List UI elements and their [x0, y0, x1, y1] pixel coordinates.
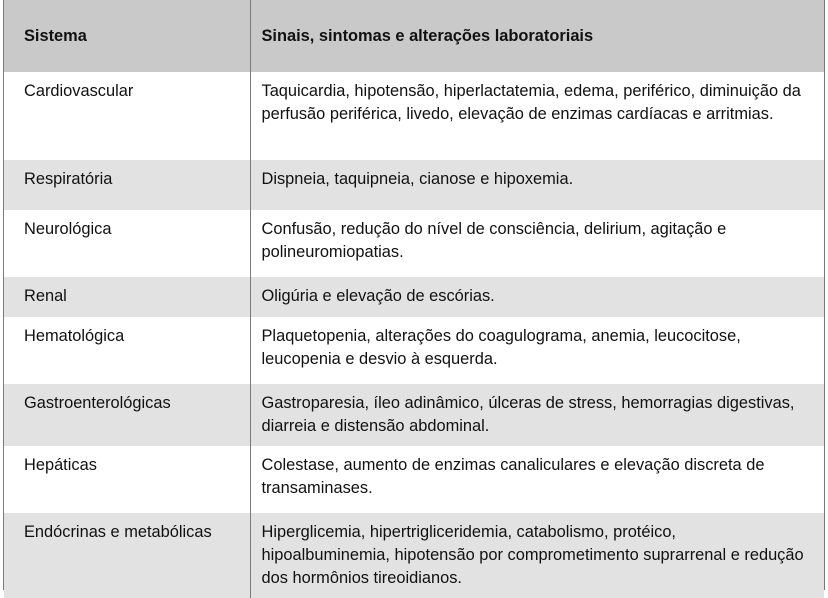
table-row	[4, 446, 824, 513]
system-cell: Endócrinas e metabólicas	[24, 523, 212, 541]
sepsis-signs-table	[4, 0, 824, 598]
table-row	[4, 277, 824, 317]
system-cell: Cardiovascular	[24, 82, 134, 100]
signs-cell: Confusão, redução do nível de consciência, delirium, agitação e polineuromiopatias.	[250, 210, 824, 277]
system-cell: Renal	[24, 287, 67, 305]
system-cell: Respiratória	[24, 170, 113, 188]
header-signs: Sinais, sintomas e alterações laboratoriais	[250, 0, 824, 72]
table-row	[4, 72, 824, 160]
signs-cell: Taquicardia, hipotensão, hiperlactatemia, edema, periférico, diminuição da perfusão periférica, livedo, elevação de enzimas cardíacas e arritmias.	[250, 72, 824, 160]
system-cell: Hepáticas	[24, 456, 97, 474]
header-system: Sistema	[24, 27, 87, 45]
sepsis-signs-table-frame	[3, 0, 825, 590]
signs-cell: Gastroparesia, íleo adinâmico, úlceras de stress, hemorragias digestivas, diarreia e distensão abdominal.	[250, 384, 824, 446]
table-row	[4, 513, 824, 598]
system-cell: Hematológica	[24, 327, 125, 345]
table-header-row	[4, 0, 824, 72]
system-cell: Neurológica	[24, 220, 112, 238]
signs-cell: Hiperglicemia, hipertrigliceridemia, catabolismo, protéico, hipoalbuminemia, hipotensão por comprometimento suprarrenal e redução dos hormônios tireoidianos.	[250, 513, 824, 598]
signs-cell: Oligúria e elevação de escórias.	[250, 277, 824, 317]
signs-cell: Plaquetopenia, alterações do coagulograma, anemia, leucocitose, leucopenia e desvio à esquerda.	[250, 317, 824, 384]
system-cell: Gastroenterológicas	[24, 394, 171, 412]
table-row	[4, 210, 824, 277]
table-row	[4, 384, 824, 446]
signs-cell: Colestase, aumento de enzimas canaliculares e elevação discreta de transaminases.	[250, 446, 824, 513]
table-row	[4, 160, 824, 210]
table-row	[4, 317, 824, 384]
signs-cell: Dispneia, taquipneia, cianose e hipoxemia.	[250, 160, 824, 210]
